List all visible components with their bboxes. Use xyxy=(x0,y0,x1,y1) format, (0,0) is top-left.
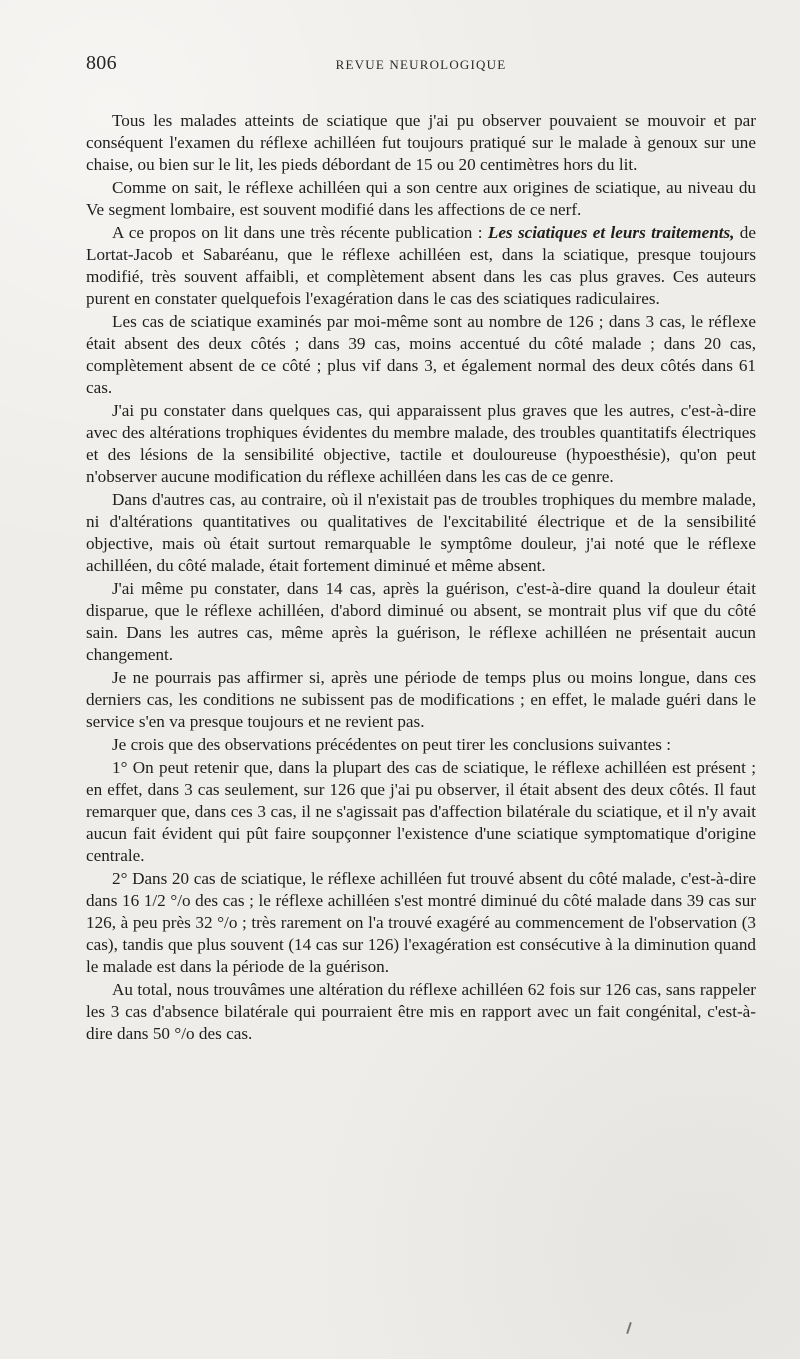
page-header xyxy=(86,52,756,86)
paragraph-7: J'ai même pu constater, dans 14 cas, après la guérison, c'est-à-dire quand la douleur était disparue, que le réflexe achilléen, d'abord diminué ou absent, se montrait plus vif que du côté sain. Dans les autres cas, même après la guérison, le réflexe achilléen ne présentait aucun changement. xyxy=(86,579,756,664)
page-number: 806 xyxy=(86,52,117,74)
paragraph-12: Au total, nous trouvâmes une altération du réflexe achilléen 62 fois sur 126 cas, sans rappeler les 3 cas d'absence bilatérale qui pourraient être mis en rapport avec un fait congénital, c'est-à-dire dans 50 °/o des cas. xyxy=(86,980,756,1043)
article-text xyxy=(86,110,756,1045)
paragraph-3-body: de Lortat-Jacob et Sabaréanu, que le réflexe achilléen est, dans la sciatique, presque toujours modifié, très souvent affaibli, et complètement absent dans les cas plus graves. Ces auteurs purent en constater quelquefois l'exagération dans le cas des sciatiques radiculaires. xyxy=(86,223,756,308)
paragraph-11: 2° Dans 20 cas de sciatique, le réflexe achilléen fut trouvé absent du côté malade, c'est-à-dire dans 16 1/2 °/o des cas ; le réflexe achilléen s'est montré diminué du côté malade dans 39 cas sur 126, à peu près 32 °/o ; très rarement on l'a trouvé exagéré au commencement de l'observation (3 cas), tandis que plus souvent (14 cas sur 126) l'exagération est consécutive à la diminution quand le malade est dans la période de la guérison. xyxy=(86,869,756,976)
paragraph-4: Les cas de sciatique examinés par moi-même sont au nombre de 126 ; dans 3 cas, le réflexe était absent des deux côtés ; dans 39 cas, moins accentué du côté malade ; dans 20 cas, complètement absent de ce côté ; plus vif dans 3, et également normal des deux côtés dans 61 cas. xyxy=(86,312,756,397)
paragraph-1: Tous les malades atteints de sciatique que j'ai pu observer pouvaient se mouvoir et par conséquent l'examen du réflexe achilléen fut toujours pratiqué sur le malade à genoux sur une chaise, ou bien sur le lit, les pieds débordant de 15 ou 20 centimètres hors du lit. xyxy=(86,111,756,174)
paragraph-6: Dans d'autres cas, au contraire, où il n'existait pas de troubles trophiques du membre malade, ni d'altérations quantitatives ou qualitatives de l'excitabilité électrique et de la sensibilité objective, mais où était surtout remarquable le symptôme douleur, j'ai noté que le réflexe achilléen, du côté malade, était fortement diminué et même absent. xyxy=(86,490,756,575)
paragraph-5: J'ai pu constater dans quelques cas, qui apparaissent plus graves que les autres, c'est-à-dire avec des altérations trophiques évidentes du membre malade, des troubles quantitatifs électriques et des lésions de la sensibilité objective, tactile et douloureuse (hypoesthésie), qu'on peut n'observer aucune modification du réflexe achilléen dans les cas de ce genre. xyxy=(86,401,756,486)
paragraph-3 xyxy=(86,222,756,310)
paragraph-9: Je crois que des observations précédentes on peut tirer les conclusions suivantes : xyxy=(112,735,672,754)
journal-title: REVUE NEUROLOGIQUE xyxy=(335,57,507,72)
paragraph-10: 1° On peut retenir que, dans la plupart des cas de sciatique, le réflexe achilléen est présent ; en effet, dans 3 cas seulement, sur 126 que j'ai pu observer, il était absent des deux côtés. Il faut remarquer que, dans ces 3 cas, il ne s'agissait pas d'affection bilatérale du sciatique, et il n'y avait aucun fait évident qui pût faire soupçonner l'existence d'une sciatique symptomatique d'origine centrale. xyxy=(86,758,756,865)
paragraph-2: Comme on sait, le réflexe achilléen qui a son centre aux origines de sciatique, au niveau du Ve segment lombaire, est souvent modifié dans les affections de ce nerf. xyxy=(86,178,756,219)
paragraph-8: Je ne pourrais pas affirmer si, après une période de temps plus ou moins longue, dans ces derniers cas, les conditions ne subissent pas de modifications ; en effet, le malade guéri dans le service s'en va presque toujours et ne revient pas. xyxy=(86,668,756,731)
publication-title: Les sciatiques et leurs traitements, xyxy=(487,223,735,242)
paragraph-3-intro: A ce propos on lit dans une très récente publication : xyxy=(112,223,488,242)
scan-mark xyxy=(626,1322,632,1334)
